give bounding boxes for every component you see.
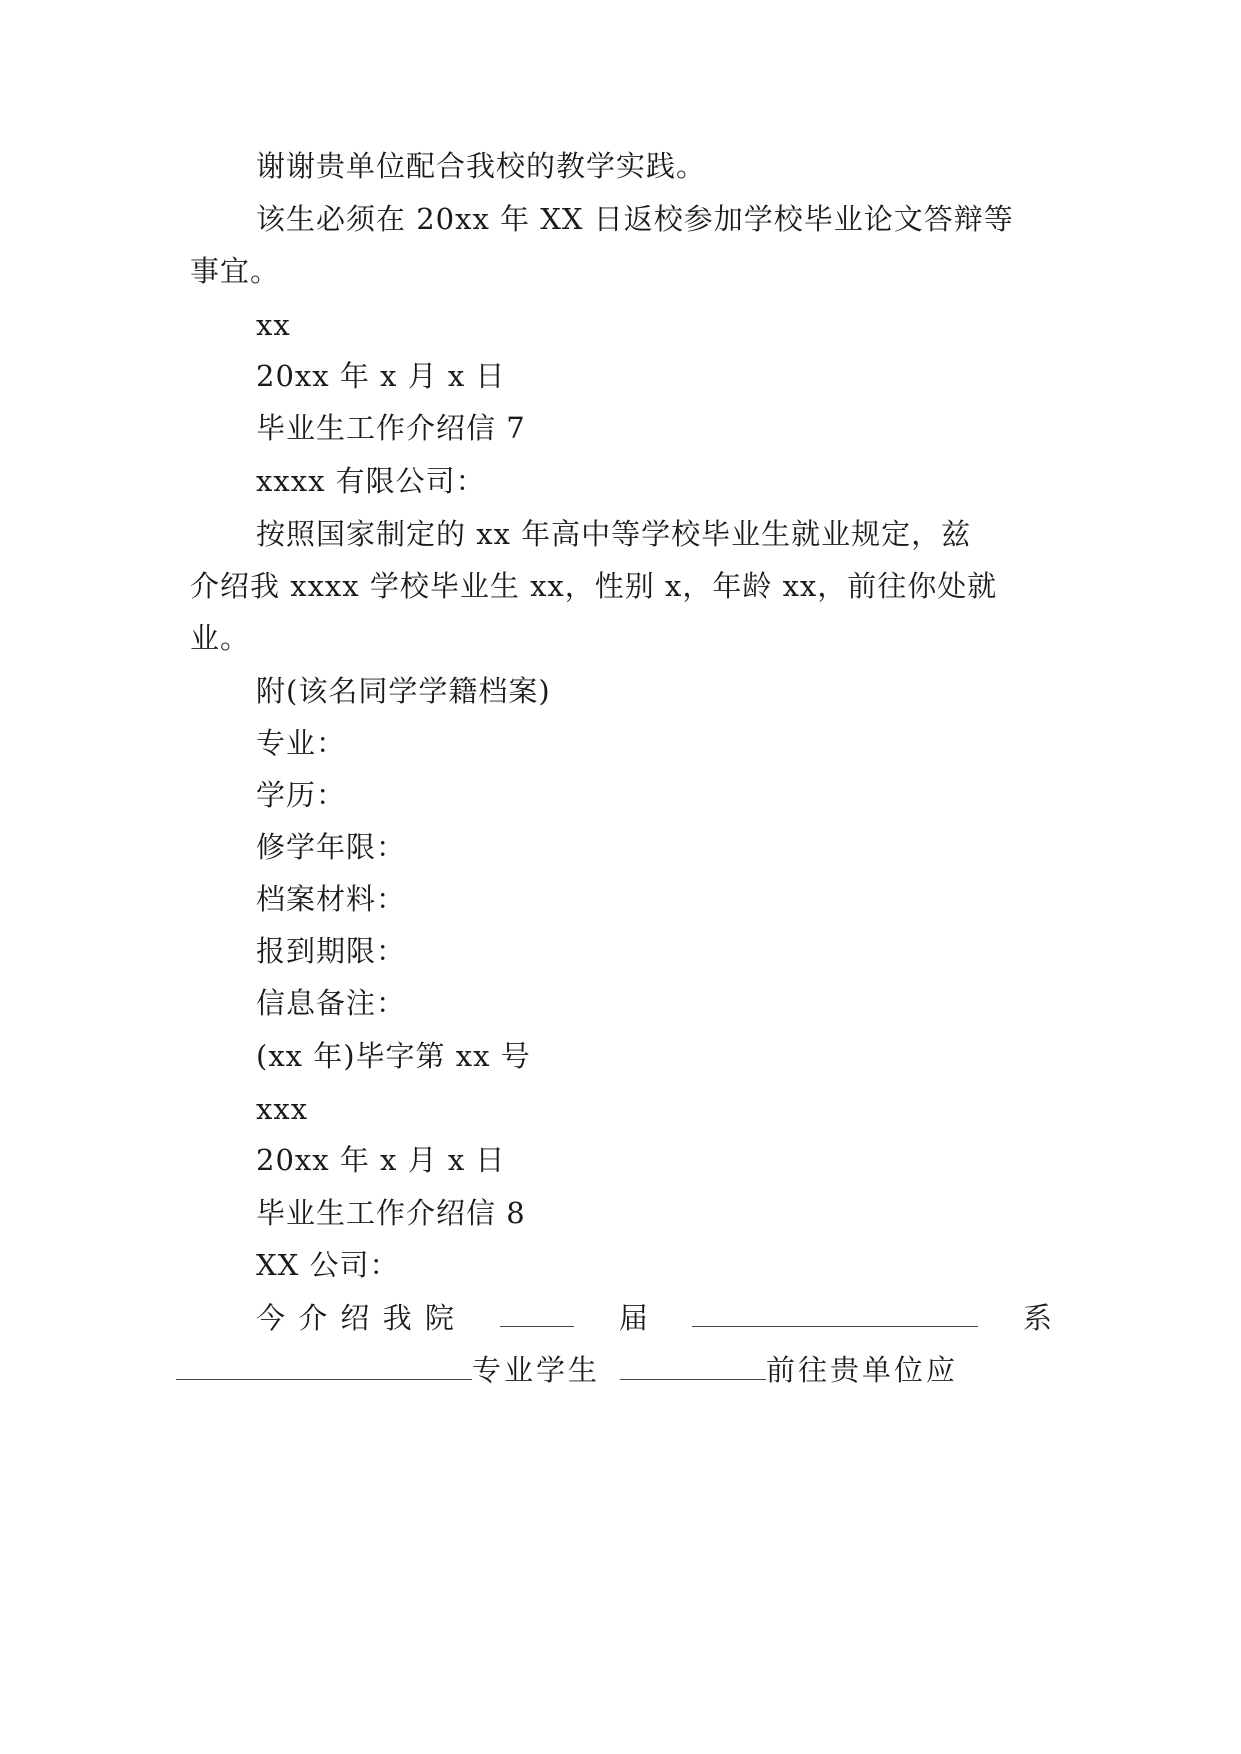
fill-line-2-text-a: 专业学生: [472, 1353, 601, 1387]
fill-in-line-2: [176, 1350, 1052, 1390]
paragraph-return-notice: 该生必须在 20xx 年 XX 日返校参加学校毕业论文答辩等: [256, 202, 1014, 236]
paragraph-return-notice-cont: 事宜。: [190, 254, 281, 288]
fill-line-1-text-a: 今 介 绍 我 院: [256, 1301, 456, 1335]
section-title-letter-8: 毕业生工作介绍信 8: [256, 1196, 526, 1230]
recipient-company: xxxx 有限公司：: [256, 464, 486, 498]
signature-date: 20xx 年 x 月 x 日: [256, 1143, 506, 1177]
field-major: 专业：: [256, 726, 347, 760]
fill-in-line-1: [256, 1298, 1052, 1338]
paragraph-thanks: 谢谢贵单位配合我校的教学实践。: [256, 149, 707, 183]
recipient-company: XX 公司：: [256, 1248, 400, 1282]
fill-line-2-text-b: 前往贵单位应: [766, 1353, 959, 1387]
field-info-remarks: 信息备注：: [256, 986, 407, 1020]
fill-line-1-text-b: 届: [618, 1301, 648, 1335]
document-number: (xx 年)毕字第 xx 号: [256, 1039, 531, 1073]
field-archive-materials: 档案材料：: [256, 882, 407, 916]
blank-class-year: [500, 1298, 574, 1327]
paragraph-introduction-end: 业。: [190, 621, 251, 655]
blank-major: [176, 1351, 472, 1380]
blank-student-name: [620, 1351, 766, 1380]
field-education: 学历：: [256, 778, 347, 812]
signature-name: xxx: [256, 1092, 309, 1126]
field-study-years: 修学年限：: [256, 830, 407, 864]
field-report-deadline: 报到期限：: [256, 934, 407, 968]
paragraph-introduction: 按照国家制定的 xx 年高中等学校毕业生就业规定，兹: [256, 517, 972, 551]
signature-name: xx: [256, 308, 291, 342]
signature-date: 20xx 年 x 月 x 日: [256, 359, 506, 393]
section-title-letter-7: 毕业生工作介绍信 7: [256, 411, 526, 445]
attachment-heading: 附(该名同学学籍档案): [256, 674, 551, 708]
fill-line-1-text-c: 系: [1022, 1301, 1052, 1335]
blank-department: [692, 1298, 978, 1327]
paragraph-introduction-cont: 介绍我 xxxx 学校毕业生 xx，性别 x，年龄 xx，前往你处就: [190, 569, 998, 603]
